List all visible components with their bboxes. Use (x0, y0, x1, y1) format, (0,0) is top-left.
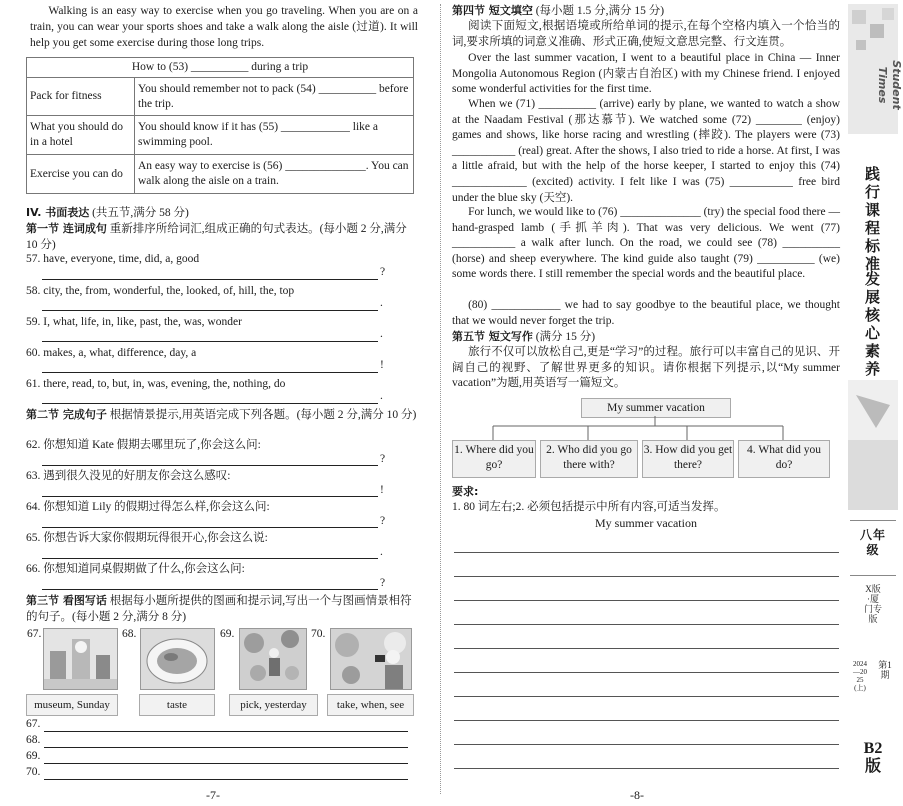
left-page (0, 0, 440, 806)
section4-title: IV. 书面表达 (26, 206, 90, 219)
photographer-picture (330, 628, 412, 690)
part2-title: 第二节 完成句子 (26, 408, 107, 421)
part5-title: 第五节 短文写作 (452, 330, 533, 343)
part5-heading (452, 329, 840, 346)
end-mark: . (380, 328, 383, 340)
part1-heading (26, 221, 421, 253)
essay-writing-line[interactable] (454, 576, 839, 577)
grade-label: 八年级 (860, 528, 887, 557)
trip-table-label: Pack for fitness (27, 78, 135, 116)
section4-heading (26, 205, 421, 221)
part3-desc: 根据每小题所提供的图画和提示词,写出一个与图画情景相符的句子。(每小题 2 分,满分 8 分) (26, 595, 412, 623)
page-number-right: -8- (630, 788, 644, 802)
answer-line-64[interactable] (42, 527, 378, 528)
answer-line-58[interactable] (42, 310, 378, 311)
passage-paragraph: (80) ____________ we had to say goodbye to the beautiful place, we thought that we would never forget the trip. (452, 299, 840, 327)
requirements-text: 1. 80 词左右;2. 必须包括提示中所有内容,可适当发挥。 (452, 501, 726, 513)
intro-paragraph: Walking is an easy way to exercise when you go traveling. When you are on a train, you can wear your sports shoes and take a walk along the aisle (过道). It will help you get some exercise during those long trips. (30, 5, 418, 49)
part1-desc: 重新排序所给词汇,组成正确的句式表达。(每小题 2 分,满分 10 分) (26, 223, 407, 251)
slogan-2: 发展核心素养 (864, 270, 881, 378)
part2-desc: 根据情景提示,用英语完成下列各题。(每小题 2 分,满分 10 分) (109, 409, 417, 421)
trip-table-cell: You should remember not to pack (54) __________ before the trip. (135, 78, 414, 116)
answer-line-68[interactable] (44, 747, 408, 748)
part5-instructions: 旅行不仅可以放松自己,更是“学习”的过程。旅行可以丰富自己的见识、开阔自己的视野、了解世界更多的知识。请你根据下列提示,以“My summer vacation”为题,用英语写一篇短文。 (452, 346, 840, 390)
mindmap-connectors (440, 416, 845, 440)
part3-title: 第三节 看图写话 (26, 594, 107, 607)
photographer-illustration (331, 629, 411, 689)
trip-table-cell: An easy way to exercise is (56) ______________. You can walk along the aisle on a train. (135, 155, 414, 194)
version-label: B2版 (863, 740, 883, 775)
part4-note: (每小题 1.5 分,满分 15 分) (535, 5, 665, 17)
answer-line-60[interactable] (42, 372, 378, 373)
end-mark: ? (380, 577, 386, 589)
picture-number: 68. (122, 628, 137, 640)
essay-writing-line[interactable] (454, 672, 839, 673)
essay-writing-line[interactable] (454, 744, 839, 745)
end-mark: ? (380, 515, 386, 527)
picture-number: 69. (220, 628, 235, 640)
question-64: 64. 你想知道 Lily 的假期过得怎么样,你会这么问: (26, 501, 270, 513)
answer-line-59[interactable] (42, 341, 378, 342)
section4-note: (共五节,满分 58 分) (92, 207, 189, 219)
passage-paragraph: When we (71) __________ (arrive) early by plane, we wanted to watch a show at the Naadam Festival (那达慕节). We watched some (72) ________ (enjoy) games and shows, like horse racing and wrestling (摔跤). The players were (73) ___________ (real) great. After the shows, I also tried to ride a horse. At first, I was a little afraid, but with the help of the horse keeper, I started to enjoy this (74) _____________ (excited) activity. I felt like I was (75) ___________ free bird under the blue sky (天空). (452, 98, 840, 204)
slogan-1: 践行课程标准 (864, 165, 881, 273)
trip-table-label: What you should do in a hotel (27, 116, 135, 155)
trip-table-cell: You should know if it has (55) ____________ like a swimming pool. (135, 116, 414, 155)
food-plate-illustration (141, 629, 214, 689)
answer-number: 70. (26, 766, 41, 778)
edition-label: X版·厦门专版 (864, 584, 883, 624)
question-60: 60. makes, a, what, difference, day, a (26, 347, 197, 359)
answer-line-66[interactable] (42, 589, 378, 590)
end-mark: . (380, 297, 383, 309)
answer-line-61[interactable] (42, 403, 378, 404)
essay-writing-line[interactable] (454, 720, 839, 721)
essay-writing-line[interactable] (454, 600, 839, 601)
part4-heading (452, 3, 840, 20)
question-59: 59. I, what, life, in, like, past, the, was, wonder (26, 316, 242, 328)
essay-title: My summer vacation (595, 516, 697, 530)
trip-table-title: How to (53) __________ during a trip (27, 58, 414, 78)
picture-hint: taste (139, 694, 215, 716)
year-label: 2024—2025(上) (853, 660, 867, 692)
museum-illustration (44, 629, 117, 689)
trip-table-label: Exercise you can do (27, 155, 135, 194)
part1-title: 第一节 连词成句 (26, 222, 107, 235)
picking-illustration (240, 629, 306, 689)
question-57: 57. have, everyone, time, did, a, good (26, 253, 200, 265)
issue-label: 第1期 (878, 660, 892, 680)
question-65: 65. 你想告诉大家你假期玩得很开心,你会这么说: (26, 532, 268, 544)
requirements-title (452, 484, 840, 501)
end-mark: . (380, 546, 383, 558)
essay-writing-line[interactable] (454, 768, 839, 769)
mindmap-center: My summer vacation (581, 398, 731, 418)
answer-number: 68. (26, 734, 41, 746)
picking-picture (239, 628, 307, 690)
question-63: 63. 遇到很久没见的好朋友你会这么感叹: (26, 470, 231, 482)
essay-writing-line[interactable] (454, 624, 839, 625)
answer-line-57[interactable] (42, 279, 378, 280)
part3-heading (26, 593, 421, 625)
requirements-label: 要求: (452, 485, 479, 498)
end-mark: ? (380, 266, 386, 278)
food-plate-picture (140, 628, 215, 690)
mindmap-branch-how: 3. How did you get there? (642, 440, 734, 478)
part2-heading (26, 407, 421, 423)
answer-line-65[interactable] (42, 558, 378, 559)
mindmap-branch-who: 2. Who did you go there with? (540, 440, 638, 478)
picture-hint: museum, Sunday (26, 694, 118, 716)
end-mark: ? (380, 453, 386, 465)
answer-line-62[interactable] (42, 465, 378, 466)
picture-hint: take, when, see (327, 694, 414, 716)
part4-title: 第四节 短文填空 (452, 4, 533, 17)
question-61: 61. there, read, to, but, in, was, evening, the, nothing, do (26, 378, 286, 390)
picture-number: 70. (311, 628, 326, 640)
trip-table (26, 57, 414, 194)
newspaper-logo: Student Times (876, 60, 903, 110)
answer-number: 69. (26, 750, 41, 762)
essay-writing-line[interactable] (454, 696, 839, 697)
answer-line-63[interactable] (42, 496, 378, 497)
answer-line-70[interactable] (44, 779, 408, 780)
picture-number: 67. (27, 628, 42, 640)
side-banner (846, 0, 903, 806)
page-number-left: -7- (206, 788, 220, 802)
end-mark: ! (380, 359, 384, 371)
right-page (440, 0, 845, 806)
answer-line-69[interactable] (44, 763, 408, 764)
part5-note: (满分 15 分) (535, 331, 596, 343)
passage-paragraph: Over the last summer vacation, I went to a beautiful place in China — Inner Mongolia Autonomous Region (内蒙古自治区) with my Chinese friend. I enjoyed some wonderful activities for the first time. (452, 52, 840, 96)
answer-number: 67. (26, 718, 41, 730)
essay-writing-line[interactable] (454, 648, 839, 649)
question-58: 58. city, the, from, wonderful, the, looked, of, hill, the, top (26, 285, 295, 297)
end-mark: ! (380, 484, 384, 496)
question-62: 62. 你想知道 Kate 假期去哪里玩了,你会这么问: (26, 439, 261, 451)
mindmap-branch-where: 1. Where did you go? (452, 440, 536, 478)
answer-line-67[interactable] (44, 731, 408, 732)
part4-instructions: 阅读下面短文,根据语境或所给单词的提示,在每个空格内填入一个恰当的词,要求所填的词意义准确、形式正确,使短文意思完整、行文连贯。 (452, 20, 840, 48)
passage-paragraph: For lunch, we would like to (76) ______________ (try) the special food there — hand-grasped lamb (手抓羊肉). That was very delicious. We went (77) ___________ a walk after lunch. On the road, we could see (78) __________ (horse) and sheep everywhere. The kind guide also taught (79) __________ (we) some words there. I still remember the special words and the beautiful place. (452, 206, 840, 281)
mindmap-branch-what: 4. What did you do? (738, 440, 830, 478)
question-66: 66. 你想知道同桌假期做了什么,你会这么问: (26, 563, 245, 575)
picture-hint: pick, yesterday (229, 694, 318, 716)
museum-picture (43, 628, 118, 690)
end-mark: . (380, 390, 383, 402)
essay-writing-line[interactable] (454, 552, 839, 553)
